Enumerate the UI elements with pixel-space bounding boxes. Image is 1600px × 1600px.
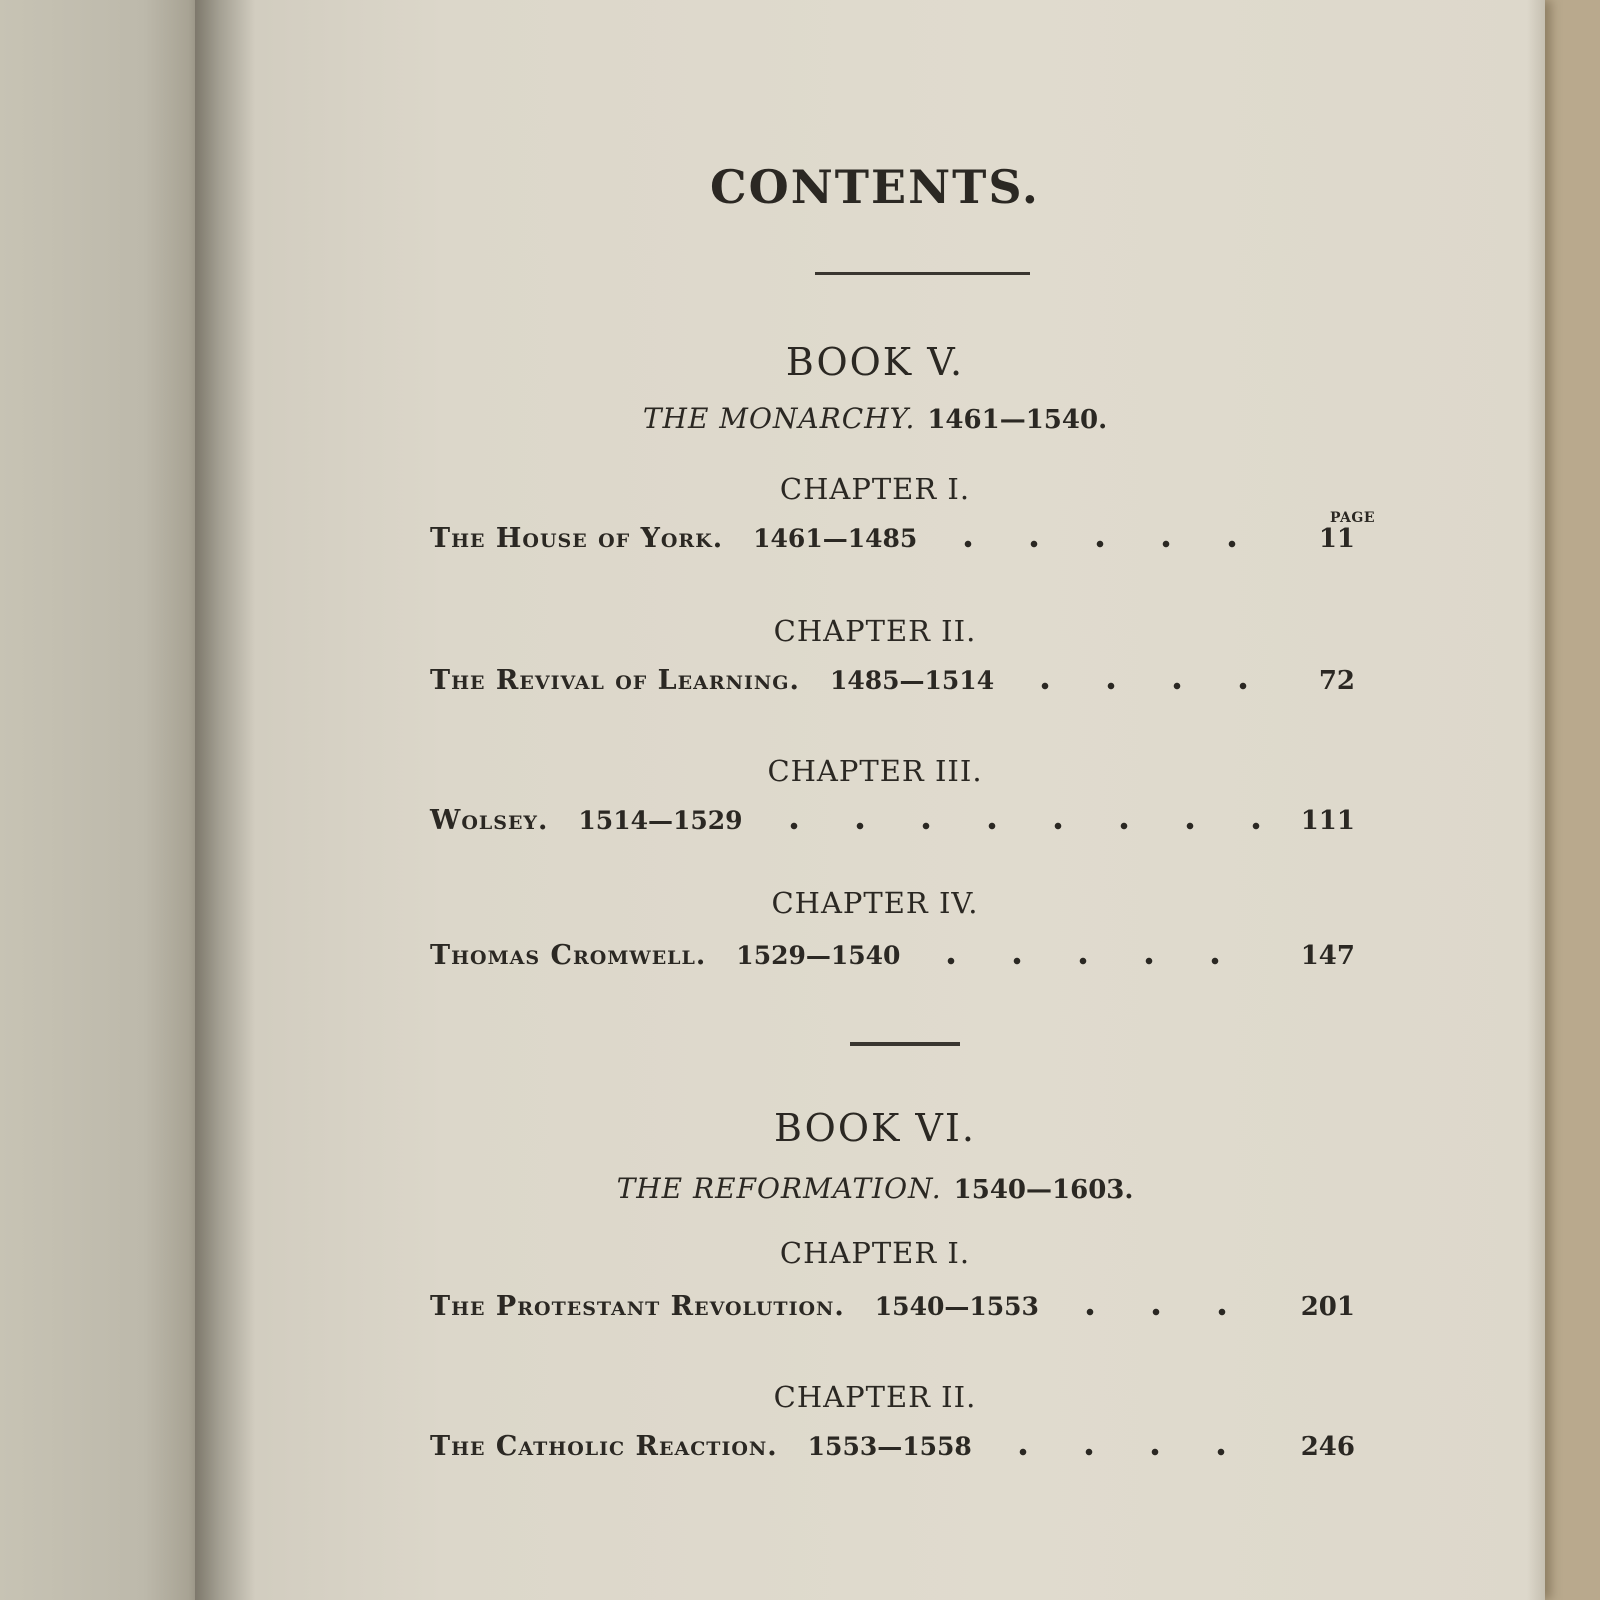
book-years: 1540—1603. <box>953 1175 1134 1205</box>
entry-title: Wolsey. <box>430 805 549 836</box>
entry-years: 1514—1529 <box>578 806 743 835</box>
facing-page <box>0 0 205 1600</box>
entry-title: Thomas Cromwell. <box>430 940 707 971</box>
entry-page-number: 201 <box>1300 1292 1355 1322</box>
dot-leader <box>761 821 1277 831</box>
entry-years: 1529—1540 <box>736 941 901 970</box>
dot-leader <box>990 1447 1277 1457</box>
contents-page <box>205 0 1545 1600</box>
book-heading: BOOK V. <box>785 340 965 384</box>
entry-title: The Revival of Learning. <box>430 665 800 696</box>
entry-page-number: 246 <box>1300 1432 1355 1462</box>
contents-title: CONTENTS. <box>710 160 1040 214</box>
book-subtitle <box>205 402 1545 435</box>
entry-years: 1540—1553 <box>874 1292 1039 1321</box>
title-rule <box>815 272 1030 275</box>
dot-leader <box>1012 681 1277 691</box>
entry-years: 1553—1558 <box>807 1432 972 1461</box>
book-gutter <box>195 0 255 1600</box>
toc-entry[interactable] <box>430 1291 1355 1322</box>
entry-years: 1485—1514 <box>829 666 995 695</box>
entry-title: The Protestant Revolution. <box>430 1291 845 1322</box>
page-column-label: PAGE <box>1330 510 1375 526</box>
entry-page-number: 72 <box>1318 666 1355 696</box>
dot-leader <box>918 956 1277 966</box>
chapter-heading: CHAPTER I. <box>779 1236 971 1270</box>
book-heading: BOOK VI. <box>774 1106 976 1150</box>
toc-entry[interactable] <box>430 523 1355 554</box>
toc-entry[interactable] <box>430 940 1355 971</box>
toc-entry[interactable] <box>430 805 1355 836</box>
chapter-heading: CHAPTER II. <box>773 1380 977 1414</box>
entry-years: 1461—1485 <box>753 524 918 553</box>
entry-page-number: 111 <box>1300 806 1355 836</box>
entry-title: The Catholic Reaction. <box>430 1431 778 1462</box>
chapter-heading: CHAPTER I. <box>779 472 971 506</box>
book-subtitle <box>205 1172 1545 1205</box>
entry-title: The House of York. <box>430 523 724 554</box>
dot-leader <box>935 539 1277 549</box>
chapter-heading: CHAPTER II. <box>773 614 977 648</box>
book-years: 1461—1540. <box>927 405 1108 435</box>
book-subtitle-text: THE MONARCHY. <box>642 402 916 435</box>
book-subtitle-text: THE REFORMATION. <box>616 1172 942 1205</box>
section-rule <box>850 1042 960 1046</box>
toc-entry[interactable] <box>430 665 1355 696</box>
entry-page-number: 147 <box>1300 941 1355 971</box>
dot-leader <box>1057 1307 1277 1317</box>
entry-page-number: 11 <box>1318 524 1355 554</box>
chapter-heading: CHAPTER III. <box>767 754 983 788</box>
toc-entry[interactable] <box>430 1431 1355 1462</box>
chapter-heading: CHAPTER IV. <box>771 886 979 920</box>
